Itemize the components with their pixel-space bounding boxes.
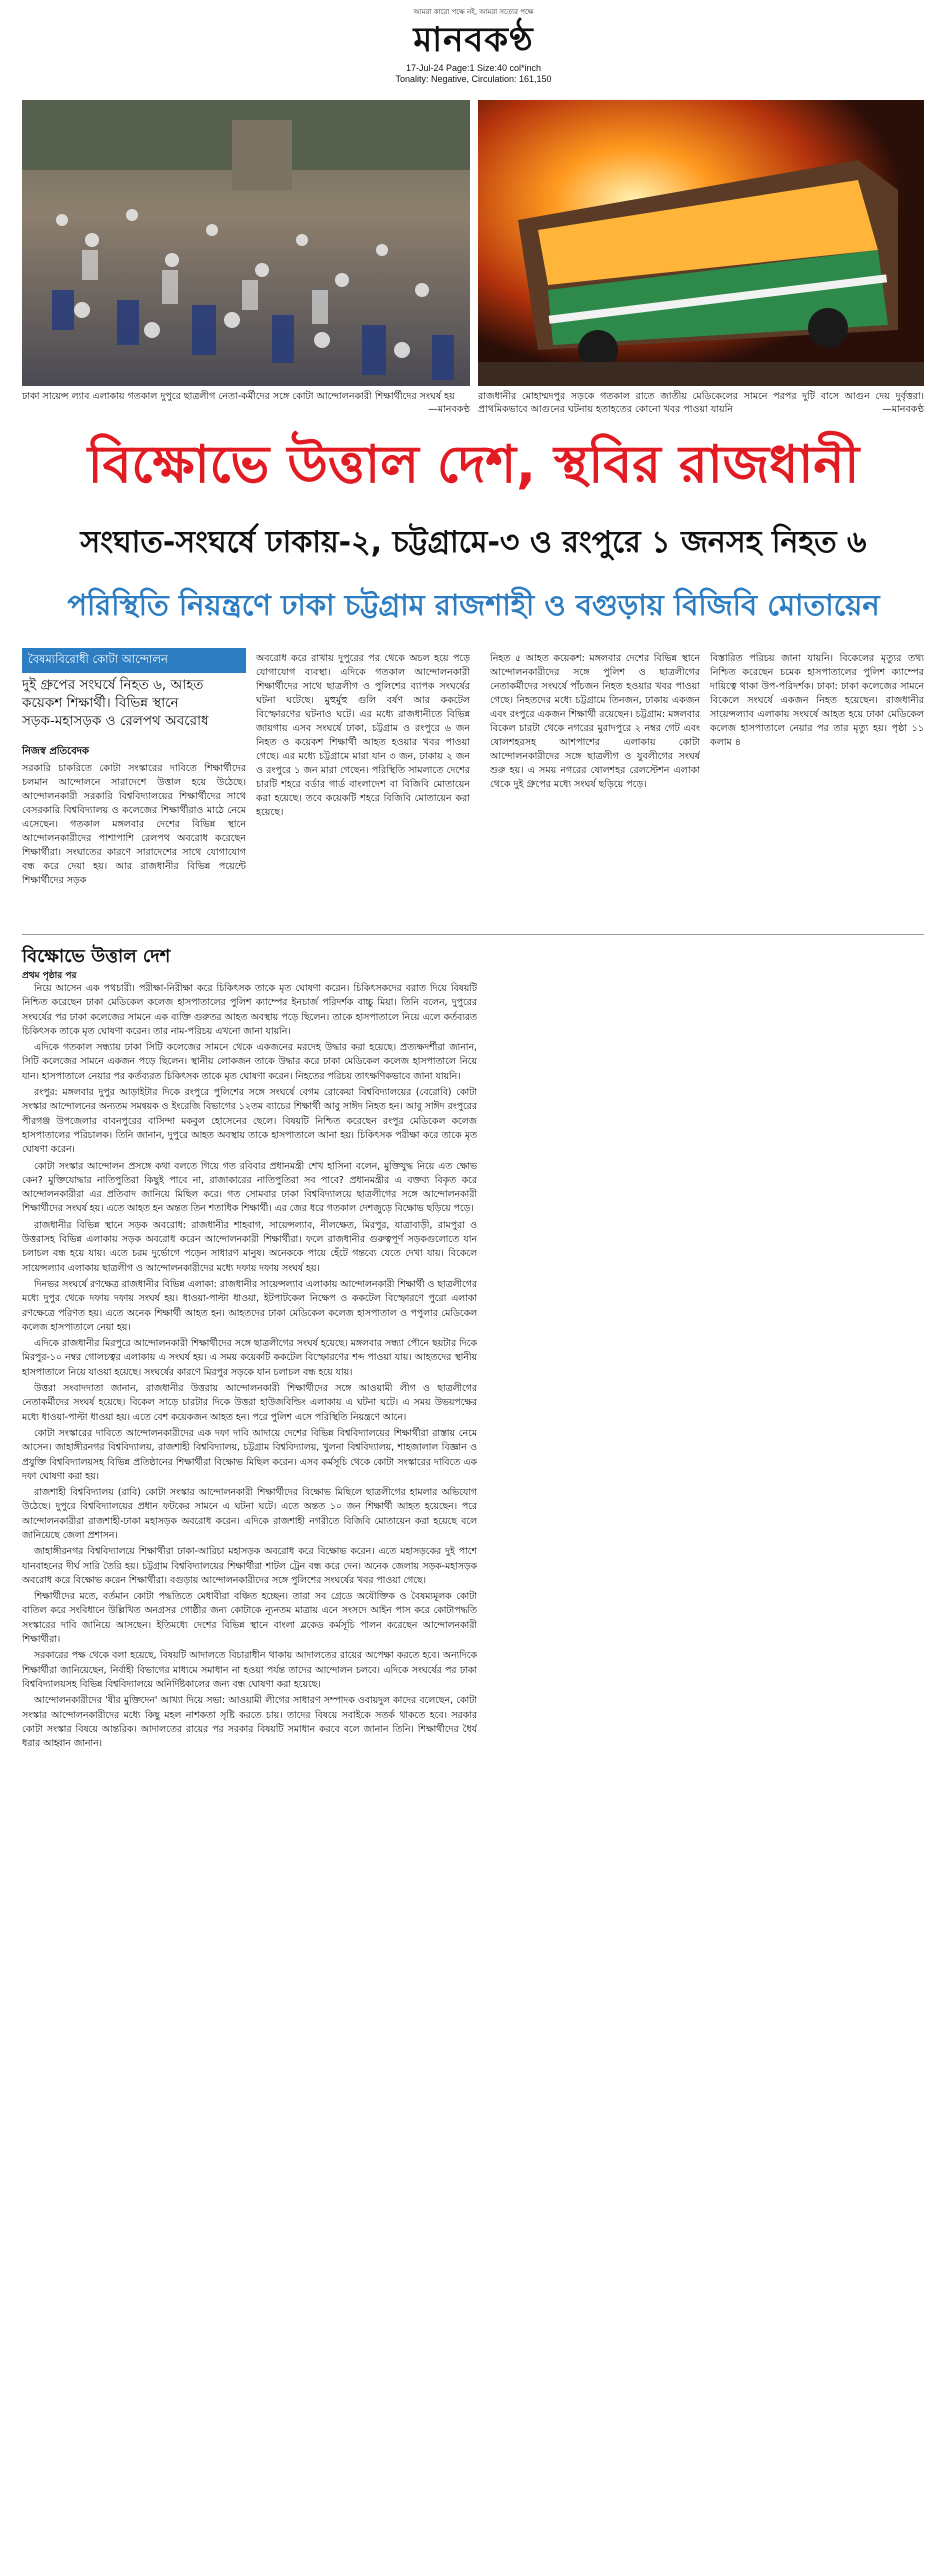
newspaper-logo: মানবকণ্ঠ xyxy=(413,20,534,60)
article-paragraph: এদিকে রাজধানীর মিরপুরে আন্দোলনকারী শিক্ষার্থীদের সঙ্গে ছাত্রলীগের সংঘর্ষ হয়েছে। মঙ্গলবার সন্ধ্যা পৌনে ছয়টার দিকে মিরপুর-১০ নম্বর গোলচত্বর এলাকায় এ সংঘর্ষ হয়। এ সময় কয়েকটি ককটেল বিস্ফোরণের শব্দ পাওয়া যায়। আহতদের স্থানীয় হাসপাতালে নিয়ে যাওয়া হয়েছে। সংঘর্ষের কারণে মিরপুর সড়কে যান চলাচল বন্ধ হয়ে যায়। xyxy=(22,1338,477,1378)
story-deck xyxy=(22,676,246,730)
article-paragraph: কোটা সংস্কার আন্দোলন প্রসঙ্গে কথা বলতে গিয়ে গত রবিবার প্রধানমন্ত্রী শেখ হাসিনা বলেন, মুক্তিযুদ্ধ নিয়ে এত ক্ষোভ কেন? মুক্তিযোদ্ধার নাতিপুতিরা কিছুই পাবে না, রাজাকারের নাতিপুতিরা সব পাবে? প্রধানমন্ত্রীর এ বক্তব্য বিকৃত করে আন্দোলনকারীরা এর প্রতিবাদ জানিয়ে মিছিল করে। গত সোমবার ঢাকা বিশ্ববিদ্যালয়ে ছাত্রলীগের সঙ্গে আন্দোলনকারী শিক্ষার্থীদের সংঘর্ষ হয়। এতে আহত হন অন্তত তিন শতাধিক শিক্ষার্থী। এর জের ধরে গতকাল দেশজুড়ে বিক্ষোভ ছড়িয়ে পড়ে। xyxy=(22,1160,477,1215)
protest-photo-caption xyxy=(22,390,470,416)
bus-fire-photo xyxy=(478,100,924,386)
article-paragraph: রাজধানীর বিভিন্ন স্থানে সড়ক অবরোধ: রাজধানীর শাহবাগ, সায়েন্সল্যাব, নীলক্ষেত, মিরপুর, যাত্রাবাড়ী, রামপুরা ও উত্তরাসহ বিভিন্ন এলাকায় সড়ক অবরোধ করেন আন্দোলনকারী শিক্ষার্থীরা। ফলে রাজধানীর গুরুত্বপূর্ণ সড়কগুলোতে যান চলাচল বন্ধ হয়ে যায়। এতে চরম দুর্ভোগে পড়েন সাধারণ মানুষ। অনেককে পায়ে হেঁটে গন্তব্যে যেতে দেখা যায়। বিকেলে সায়েন্সল্যাব এলাকায় ছাত্রলীগ ও আন্দোলনকারীদের মধ্যে দফায় দফায় সংঘর্ষ হয়। xyxy=(22,1219,477,1274)
article-paragraph: এদিকে গতকাল সন্ধ্যায় ঢাকা সিটি কলেজের সামনে থেকে একজনের মরদেহ উদ্ধার করা হয়েছে। প্রত্যক্ষদর্শীরা জানান, সিটি কলেজের সামনে একজন পড়ে ছিলেন। স্থানীয় লোকজন তাকে উদ্ধার করে ঢাকা মেডিকেল কলেজ হাসপাতালে নিয়ে যান। হাসপাতালে নেয়ার পর কর্তব্যরত চিকিৎসক তাকে মৃত ঘোষণা করেন। নিহতের পরিচয় তাৎক্ষণিকভাবে জানা যায়নি। xyxy=(22,1042,477,1082)
article-paragraph: কোটা সংস্কারের দাবিতে আন্দোলনকারীদের এক দফা দাবি আদায়ে দেশের বিভিন্ন বিশ্ববিদ্যালয়ের শিক্ষার্থীরা রাস্তায় নেমে আসেন। জাহাঙ্গীরনগর বিশ্ববিদ্যালয়, রাজশাহী বিশ্ববিদ্যালয়, চট্টগ্রাম বিশ্ববিদ্যালয়, খুলনা বিশ্ববিদ্যালয়, শাহজালাল বিজ্ঞান ও প্রযুক্তি বিশ্ববিদ্যালয়সহ বিভিন্ন প্রতিষ্ঠানের শিক্ষার্থীরা বিক্ষোভ মিছিল করেন। এসব কর্মসূচি থেকে কোটা সংস্কারের দাবিতে এক দফা ঘোষণা করা হয়। xyxy=(22,1427,477,1482)
clipping-meta-line1: 17-Jul-24 Page:1 Size:40 col*inch xyxy=(405,63,542,73)
article-paragraph: সরকারের পক্ষ থেকে বলা হয়েছে, বিষয়টি আদালতে বিচারাধীন থাকায় আদালতের রায়ের অপেক্ষা করতে হবে। অন্যদিকে শিক্ষার্থীরা জানিয়েছেন, নির্বাহী বিভাগের মাধ্যমে সমাধান না হওয়া পর্যন্ত তাদের আন্দোলন চলবে। এদিকে সংঘর্ষের পর ঢাকা বিশ্ববিদ্যালয়সহ বিভিন্ন বিশ্ববিদ্যালয়ে অনির্দিষ্টকালের জন্য বন্ধ ঘোষণা করা হয়েছে। xyxy=(22,1650,477,1690)
masthead-tagline: আমরা কারো পক্ষে নই, আমরা সত্যের পক্ষে xyxy=(413,8,534,16)
story-deck-line2: সড়ক-মহাসড়ক ও রেলপথ অবরোধ xyxy=(22,713,209,729)
article-paragraph: নিয়ে আসেন এক পথচারী। পরীক্ষা-নিরীক্ষা করে চিকিৎসক তাকে মৃত ঘোষণা করেন। চিকিৎসকদের বরাত দিয়ে বিষয়টি নিশ্চিত করেছেন ঢাকা মেডিকেল কলেজ হাসপাতালের পুলিশ ক্যাম্পের ইনচার্জ পরিদর্শক বাচ্চু মিয়া। তিনি বলেন, দুপুরের সংঘর্ষের পর ঢাকা কলেজের সামনে এক ব্যক্তি গুরুতর আহত অবস্থায় পড়ে ছিলেন। তাকে হাসপাতালে নিয়ে এলে কর্তব্যরত চিকিৎসক তাকে মৃত ঘোষণা করেন। তার নাম-পরিচয় এখনো জানা যায়নি। xyxy=(22,983,477,1037)
article-paragraph: উত্তরা সংবাদদাতা জানান, রাজধানীর উত্তরায় আন্দোলনকারী শিক্ষার্থীদের সঙ্গে আওয়ামী লীগ ও ছাত্রলীগের নেতাকর্মীদের সংঘর্ষ হয়েছে। বিকেল সাড়ে চারটার দিকে উত্তরা হাউজবিল্ডিং এলাকায় এ ঘটনা ঘটে। এ সময় উভয়পক্ষের মধ্যে ধাওয়া-পাল্টা ধাওয়া হয়। এতে বেশ কয়েকজন আহত হন। পরে পুলিশ এসে পরিস্থিতি নিয়ন্ত্রণে আনে। xyxy=(22,1383,477,1423)
protest-caption-text: ঢাকা সায়েন্স ল্যাব এলাকায় গতকাল দুপুরে ছাত্রলীগ নেতা-কর্মীদের সঙ্গে কোটা আন্দোলনকারী শিক্ষার্থীদের সংঘর্ষ হয় xyxy=(22,391,455,402)
clipping-meta xyxy=(0,63,947,85)
story-kicker: বৈষম্যবিরোধী কোটা আন্দোলন xyxy=(22,648,246,673)
sub-headline: সংঘাত-সংঘর্ষে ঢাকায়-২, চট্টগ্রামে-৩ ও রংপুরে ১ জনসহ নিহত ৬ xyxy=(80,525,867,560)
bus-fire-caption xyxy=(478,390,924,416)
section-divider xyxy=(22,934,924,935)
bus-fire-caption-credit: —মানবকণ্ঠ xyxy=(882,404,924,415)
story-deck-line1: দুই গ্রুপের সংঘর্ষে নিহত ৬, আহত কয়েকশ শিক্ষার্থী। বিভিন্ন স্থানে xyxy=(22,677,204,711)
continuation-title: বিক্ষোভে উত্তাল দেশ xyxy=(22,946,171,967)
article-paragraph: শিক্ষার্থীদের মতে, বর্তমান কোটা পদ্ধতিতে মেধাবীরা বঞ্চিত হচ্ছেন। তারা সব গ্রেডে অযৌক্তিক ও বৈষম্যমূলক কোটা বাতিল করে সংবিধানে উল্লিখিত অনগ্রসর গোষ্ঠীর জন্য কোটাকে ন্যূনতম মাত্রায় এনে সংসদে আইন পাস করে কোটাপদ্ধতি সংস্কারের দাবি জানিয়ে আসছেন। ইতিমধ্যে দেশের বিভিন্ন স্থানে বাংলা ব্লকেড কর্মসূচি পালন করেছেন আন্দোলনকারী শিক্ষার্থীরা। xyxy=(22,1591,477,1646)
protest-photo xyxy=(22,100,470,386)
lead-column-4: বিস্তারিত পরিচয় জানা যায়নি। বিকেলের মৃত্যুর তথ্য নিশ্চিত করেছেন চমেক হাসপাতালের পুলিশ ক্যাম্পের দায়িত্বে থাকা উপ-পরিদর্শক। ঢাকা: ঢাকা কলেজের সামনে বিকেলে সংঘর্ষে একজন নিহত হয়েছেন। রাজধানীর সায়েন্সল্যাব এলাকায় সংঘর্ষে আহত হয়ে ঢাকা মেডিকেল কলেজ হাসপাতালে নেয়ার পর তার মৃত্যু হয়। পৃষ্ঠা ১১ কলাম ৪ xyxy=(710,653,924,748)
article-paragraph: রাজশাহী বিশ্ববিদ্যালয় (রাবি) কোটা সংস্কার আন্দোলনকারী শিক্ষার্থীদের বিক্ষোভ মিছিলে ছাত্রলীগের হামলার অভিযোগ উঠেছে। দুপুরে বিশ্ববিদ্যালয়ের প্রধান ফটকের সামনে এ ঘটনা ঘটে। এতে অন্তত ১০ জন শিক্ষার্থী আহত হয়েছেন। পরে আন্দোলনকারীরা রাজশাহী-ঢাকা মহাসড়ক অবরোধ করেন। এদিকে রাজশাহী নগরীতে বিজিবি মোতায়েন করা হয়েছে বলে জানিয়েছে জেলা প্রশাসন। xyxy=(22,1487,477,1541)
article-paragraph: জাহাঙ্গীরনগর বিশ্ববিদ্যালয়ে শিক্ষার্থীরা ঢাকা-আরিচা মহাসড়ক অবরোধ করে বিক্ষোভ করেন। এতে মহাসড়কের দুই পাশে যানবাহনের দীর্ঘ সারি তৈরি হয়। চট্টগ্রাম বিশ্ববিদ্যালয়ের শিক্ষার্থীরা শাটল ট্রেন বন্ধ করে দেন। অনেক জেলায় সড়ক-মহাসড়ক অবরোধ করে বিক্ষোভ করেন শিক্ষার্থীরা। বগুড়ায় আন্দোলনকারীদের সঙ্গে পুলিশের সংঘর্ষের খবর পাওয়া গেছে। xyxy=(22,1546,477,1586)
continuation-from: প্রথম পৃষ্ঠার পর xyxy=(22,971,77,981)
story-byline: নিজস্ব প্রতিবেদক xyxy=(22,746,90,757)
clipping-meta-line2: Tonality: Negative, Circulation: 161,150 xyxy=(395,74,552,84)
article-paragraph: আন্দোলনকারীদের 'ষীর মুক্তিদেন' আখ্যা দিয়ে সভা: আওয়ামী লীগের সাধারণ সম্পাদক ওবায়দুল কাদের বলেছেন, কোটা সংস্কার আন্দোলনকারীদের মধ্যে কিছু মহল নাশকতা সৃষ্টি করতে চায়। তাদের বিষয়ে সবাইকে সতর্ক থাকতে হবে। সরকার কোটা সংস্কার বিষয়ে আন্তরিক। আদালতের রায়ের পর সরকার বিষয়টি সমাধান করবে বলে জানান তিনি। শিক্ষার্থীদের ধৈর্য ধরার আহ্বান জানান। xyxy=(22,1695,477,1750)
main-headline: বিক্ষোভে উত্তাল দেশ, স্থবির রাজধানী xyxy=(87,435,860,495)
second-sub-headline: পরিস্থিতি নিয়ন্ত্রণে ঢাকা চট্টগ্রাম রাজশাহী ও বগুড়ায় বিজিবি মোতায়েন xyxy=(67,588,880,622)
lead-column-3: নিহত ৫ আহত কয়েকশ: মঙ্গলবার দেশের বিভিন্ন স্থানে আন্দোলনকারীদের সঙ্গে পুলিশ ও ছাত্রলীগের নেতাকর্মীদের সংঘর্ষে পাঁচজন নিহত হওয়ার খবর পাওয়া গেছে। নিহতদের মধ্যে চট্টগ্রামে তিনজন, ঢাকায় একজন এবং রংপুরে একজন শিক্ষার্থী রয়েছেন। চট্টগ্রাম: মঙ্গলবার বিকেল চারটা থেকে নগরের মুরাদপুরে ২ নম্বর গেট এবং ষোলশহরসহ আশপাশের এলাকায় কোটা আন্দোলনকারীদের সঙ্গে ছাত্রলীগ ও যুবলীগের সংঘর্ষ শুরু হয়। এ সময় নগরের ষোলশহর রেলস্টেশন এলাকা থেকে দুই গ্রুপের মধ্যে সংঘর্ষ ছড়িয়ে পড়ে। xyxy=(490,653,700,790)
article-paragraph: রংপুর: মঙ্গলবার দুপুর আড়াইটার দিকে রংপুরে পুলিশের সঙ্গে সংঘর্ষে বেগম রোকেয়া বিশ্ববিদ্যালয়ের (বেরোবি) কোটা সংস্কার আন্দোলনের অন্যতম সমন্বয়ক ও ইংরেজি বিভাগের ১২তম ব্যাচের শিক্ষার্থী আবু সাঈদ নিহত হন। আবু সাঈদ রংপুরের পীরগঞ্জ উপজেলার বাবনপুরের বাসিন্দা মকবুল হোসেনের ছেলে। বিষয়টি নিশ্চিত করেছেন রংপুর মেডিকেল কলেজ হাসপাতালের পরিচালক। তিনি জানান, দুপুরে আহত অবস্থায় তাকে হাসপাতালে আনা হয়। চিকিৎসক পরীক্ষা করে তাকে মৃত ঘোষণা করেন। xyxy=(22,1087,477,1156)
continuation-body xyxy=(22,982,477,2542)
bus-fire-caption-text: রাজধানীর মোহাম্মদপুর সড়কে গতকাল রাতে জাতীয় মেডিকেলের সামনে পরপর দুটি বাসে আগুন দেয় দুর্বৃত্তরা। প্রাথমিকভাবে আগুনের ঘটনায় হতাহতের কোনো খবর পাওয়া যায়নি xyxy=(478,391,924,415)
article-paragraph: দিনভর সংঘর্ষে রণক্ষেত্র রাজধানীর বিভিন্ন এলাকা: রাজধানীর সায়েন্সল্যাব এলাকায় আন্দোলনকারী শিক্ষার্থী ও ছাত্রলীগের মধ্যে দুপুর থেকে দফায় দফায় সংঘর্ষ হয়। ধাওয়া-পাল্টা ধাওয়া, ইটপাটকেল নিক্ষেপ ও ককটেল বিস্ফোরণে পুরো এলাকা রণক্ষেত্রে পরিণত হয়। এতে অনেক শিক্ষার্থী আহত হন। আহতদের ঢাকা মেডিকেল কলেজ হাসপাতাল ও পপুলার মেডিকেল কলেজ হাসপাতালে নেয়া হয়। xyxy=(22,1278,477,1333)
protest-caption-credit: —মানবকণ্ঠ xyxy=(428,404,470,415)
lead-column-1: সরকারি চাকরিতে কোটা সংস্কারের দাবিতে শিক্ষার্থীদের চলমান আন্দোলনে সারাদেশে উত্তাল হয়ে উঠেছে। আন্দোলনকারী সরকারি বিশ্ববিদ্যালয়ের শিক্ষার্থীদের সাথে বেসরকারি বিশ্ববিদ্যালয় ও কলেজের শিক্ষার্থীরাও মাঠে নেমে এসেছেন। গতকাল মঙ্গলবার দেশের বিভিন্ন স্থানে আন্দোলনকারীদের পাশাপাশি রেলপথ অবরোধ করেছেন শিক্ষার্থীরা। সংঘাতের কারণে সারাদেশের সাথে যোগাযোগ বন্ধ করে দেয়া হয়। আর রাজধানীর বিভিন্ন পয়েন্টে শিক্ষার্থীদের সড়ক xyxy=(22,763,246,886)
lead-column-2: অবরোধ করে রাখায় দুপুরের পর থেকে অচল হয়ে পড়ে যোগাযোগ ব্যবস্থা। এদিকে গতকাল আন্দোলনকারী শিক্ষার্থীদের সাথে ছাত্রলীগ ও পুলিশের ব্যাপক সংঘর্ষের ঘটনা ঘটেছে। মুহুর্মুহু গুলি বর্ষণ আর ককটেল বিস্ফোরণের ঘটনাও ঘটে। এর মধ্যে রাজধানীতে বিভিন্ন জায়গায় এসব সংঘর্ষে ঢাকা, চট্টগ্রাম ও রংপুরে ৬ জন নিহত ও কয়েকশ শিক্ষার্থী আহত হওয়ার খবর পাওয়া গেছে। এর মধ্যে চট্টগ্রামে মারা যান ৩ জন, ঢাকায় ২ জন ও রংপুরে ১ জন মারা গেছেন। পরিস্থিতি সামলাতে দেশের চারটি শহরে বর্ডার গার্ড বাংলাদেশ বা বিজিবি মোতায়েন করা হয়েছে। তবে কয়েকটি শহরে বিজিবি মোতায়েন করা হয়েছে। xyxy=(256,653,470,818)
